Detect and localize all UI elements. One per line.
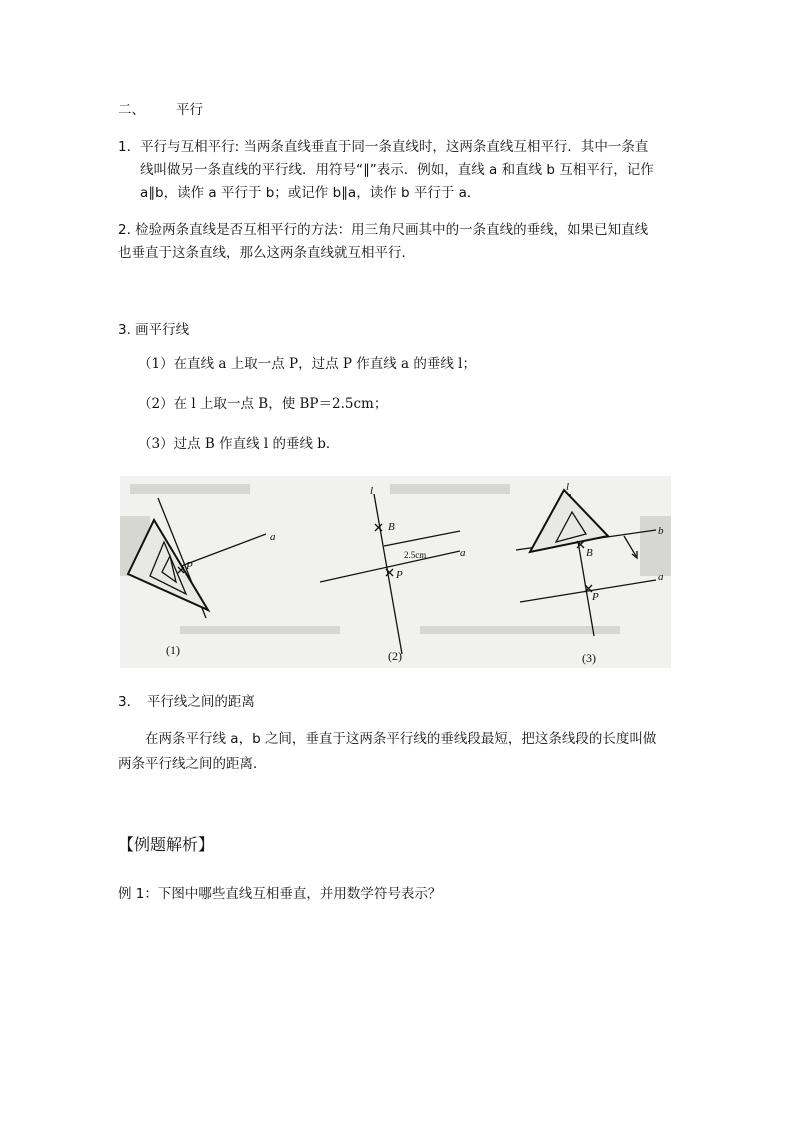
- figure-svg: [120, 476, 671, 668]
- fig2-label-B: B: [388, 521, 395, 533]
- fig3-label-b: b: [658, 525, 664, 537]
- fig3-label-l: l: [566, 481, 570, 493]
- fig3-label-a: a: [658, 571, 664, 583]
- section-number: 二、: [118, 102, 145, 118]
- fig2-label-dist: 2.5cm: [404, 550, 427, 560]
- paragraph-4-line-2: 两条平行线之间的距离．: [118, 756, 267, 772]
- fig1-caption: (1): [166, 643, 180, 657]
- example-1-question: 例 1：下图中哪些直线互相垂直，并用数学符号表示？: [118, 886, 442, 902]
- example-heading: 【例题解析】: [118, 835, 215, 854]
- paragraph-2-line-2: 也垂直于这条直线，那么这两条直线就互相平行．: [118, 245, 415, 261]
- paragraph-3-title: 3. 画平行线: [118, 322, 190, 338]
- step-3: （3）过点 B 作直线 l 的垂线 b．: [138, 436, 340, 452]
- paragraph-1-line-3: a∥b，读作 a 平行于 b；或记作 b∥a，读作 b 平行于 a．: [140, 185, 481, 201]
- fig3-caption: (3): [582, 651, 596, 665]
- fig2-caption: (2): [388, 649, 402, 663]
- paragraph-1-line-2: 线叫做另一条直线的平行线．用符号“∥”表示．例如，直线 a 和直线 b 互相平行，记作: [140, 162, 654, 178]
- parallel-construction-figure: [120, 476, 671, 668]
- print-through-marks: [120, 484, 671, 634]
- fig3-label-P: P: [592, 591, 599, 603]
- fig1-label-P: P: [186, 560, 193, 572]
- section-title: 平行: [176, 102, 203, 118]
- fig1-label-a: a: [270, 531, 276, 543]
- fig3-label-B: B: [586, 547, 593, 559]
- fig2-label-a: a: [460, 547, 466, 559]
- paragraph-4-title: 3． 平行线之间的距离: [118, 694, 255, 710]
- figure-3-drawing: [516, 490, 656, 636]
- fig2-label-P: P: [396, 569, 403, 581]
- paragraph-4-line-1: 在两条平行线 a，b 之间，垂直于这两条平行线的垂线段最短，把这条线段的长度叫做: [118, 731, 657, 747]
- paragraph-1-line-1: 1．平行与互相平行: 当两条直线垂直于同一条直线时，这两条直线互相平行．其中一条直: [118, 139, 649, 155]
- fig2-label-l: l: [370, 485, 374, 497]
- step-2: （2）在 l 上取一点 B，使 BP＝2.5cm；: [138, 396, 388, 412]
- paragraph-2-line-1: 2. 检验两条直线是否互相平行的方法：用三角尺画其中的一条直线的垂线，如果已知直线: [118, 222, 649, 238]
- step-1: （1）在直线 a 上取一点 P，过点 P 作直线 a 的垂线 l；: [138, 356, 477, 372]
